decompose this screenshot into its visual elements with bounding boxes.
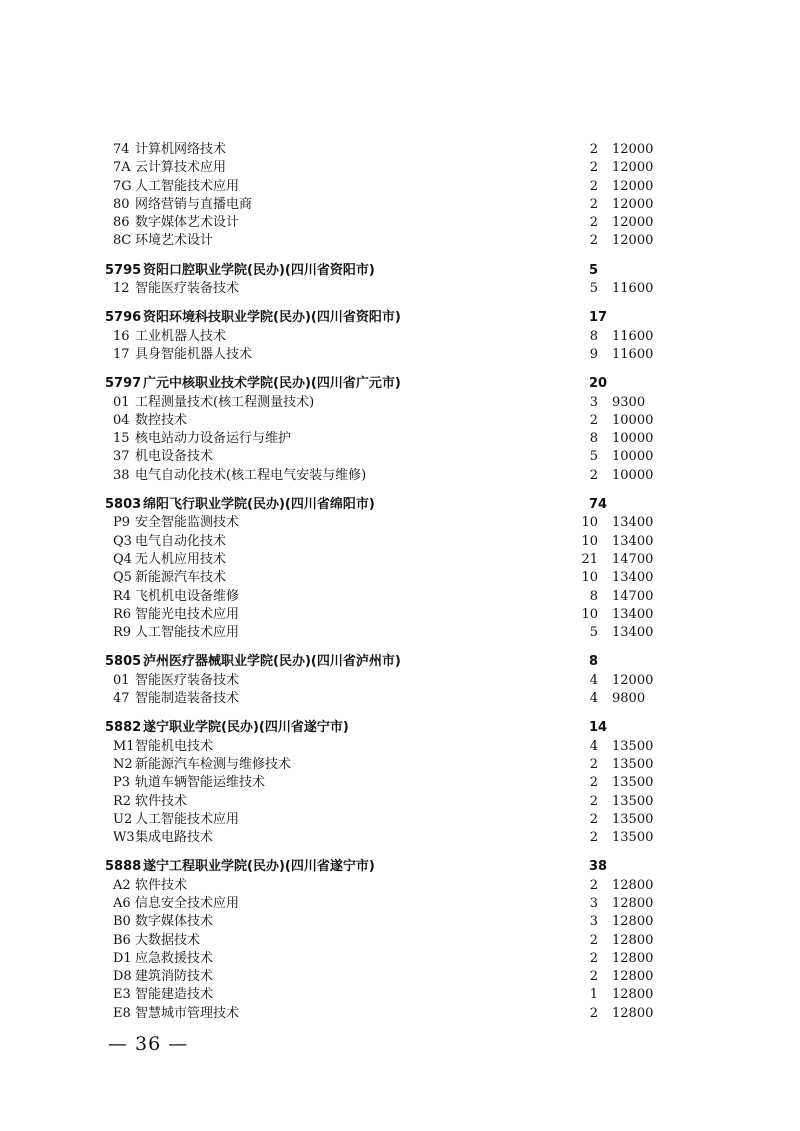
school-plan-count: 20	[589, 376, 608, 392]
major-row	[0, 196, 800, 214]
major-row	[0, 877, 800, 895]
major-row	[0, 756, 800, 774]
major-code: 15	[113, 431, 130, 447]
school-name: 资阳环境科技职业学院(民办)(四川省资阳市)	[143, 310, 401, 326]
school-header-row	[0, 260, 800, 280]
major-plan-count: 5	[589, 281, 598, 297]
tuition-fee: 13500	[612, 811, 654, 827]
major-name: 人工智能技术应用	[135, 625, 240, 641]
section-spacer	[0, 847, 800, 852]
major-plan-count: 2	[589, 233, 598, 249]
school-header-row	[0, 373, 800, 393]
major-code: 37	[113, 449, 130, 465]
major-name: 新能源汽车检测与维修技术	[135, 756, 292, 772]
major-row	[0, 986, 800, 1004]
school-plan-count: 5	[589, 262, 599, 278]
major-row	[0, 588, 800, 606]
major-row	[0, 141, 800, 159]
major-row	[0, 232, 800, 250]
major-name: 软件技术	[135, 877, 188, 893]
major-plan-count: 2	[589, 467, 598, 483]
major-row	[0, 811, 800, 829]
major-plan-count: 2	[589, 950, 598, 966]
tuition-fee: 13500	[612, 830, 654, 846]
school-code: 5805	[105, 654, 142, 670]
major-plan-count: 8	[589, 431, 598, 447]
major-plan-count: 2	[589, 1005, 598, 1021]
tuition-fee: 13500	[612, 775, 654, 791]
major-row	[0, 913, 800, 931]
tuition-fee: 10000	[612, 449, 654, 465]
major-code: 7A	[113, 160, 131, 176]
major-name: 信息安全技术应用	[135, 895, 240, 911]
major-plan-count: 2	[589, 775, 598, 791]
major-code: 47	[113, 691, 130, 707]
school-plan-count: 38	[589, 859, 608, 875]
major-row	[0, 690, 800, 708]
tuition-fee: 13500	[612, 756, 654, 772]
major-code: 7G	[113, 178, 132, 194]
tuition-fee: 12000	[612, 233, 654, 249]
major-plan-count: 4	[589, 672, 598, 688]
major-row	[0, 328, 800, 346]
major-code: 01	[113, 672, 130, 688]
school-header-row	[0, 717, 800, 737]
major-row	[0, 829, 800, 847]
major-plan-count: 2	[589, 969, 598, 985]
school-name: 泸州医疗器械职业学院(民办)(四川省泸州市)	[143, 654, 401, 670]
major-row	[0, 214, 800, 232]
major-code: 12	[113, 281, 130, 297]
major-name: 无人机应用技术	[135, 551, 227, 567]
major-plan-count: 3	[589, 895, 598, 911]
major-plan-count: 2	[589, 877, 598, 893]
major-name: 工业机器人技术	[135, 328, 227, 344]
major-code: P9	[113, 515, 131, 531]
tuition-fee: 13400	[612, 625, 654, 641]
major-code: 38	[113, 467, 130, 483]
major-name: 智能建造技术	[135, 987, 214, 1003]
school-header-row	[0, 651, 800, 671]
major-plan-count: 2	[589, 830, 598, 846]
major-plan-count: 2	[589, 196, 598, 212]
major-row	[0, 738, 800, 756]
major-name: 大数据技术	[135, 932, 201, 948]
major-row	[0, 624, 800, 642]
tuition-fee: 14700	[612, 588, 654, 604]
school-section	[0, 364, 800, 485]
major-name: 飞机机电设备维修	[135, 588, 240, 604]
section-spacer	[0, 251, 800, 256]
major-name: 应急救援技术	[135, 950, 214, 966]
major-code: M1	[113, 738, 135, 754]
tuition-fee: 12800	[612, 877, 654, 893]
major-plan-count: 9	[589, 346, 598, 362]
tuition-fee: 11600	[612, 346, 654, 362]
major-plan-count: 4	[589, 691, 598, 707]
major-row	[0, 178, 800, 196]
major-name: 新能源汽车技术	[135, 570, 227, 586]
school-code: 5796	[105, 310, 142, 326]
major-name: 网络营销与直播电商	[135, 196, 253, 212]
major-row	[0, 551, 800, 569]
tuition-fee: 12800	[612, 895, 654, 911]
major-name: 云计算技术应用	[135, 160, 227, 176]
major-code: B6	[113, 932, 131, 948]
school-header-row	[0, 307, 800, 327]
major-code: 17	[113, 346, 130, 362]
major-plan-count: 2	[589, 811, 598, 827]
school-plan-count: 17	[589, 310, 608, 326]
major-row	[0, 569, 800, 587]
major-name: 智能医疗装备技术	[135, 281, 240, 297]
major-code: 8C	[113, 233, 132, 249]
major-plan-count: 10	[581, 606, 598, 622]
tuition-fee: 10000	[612, 431, 654, 447]
page-number: — 36 —	[108, 1033, 189, 1055]
school-name: 遂宁职业学院(民办)(四川省遂宁市)	[143, 720, 349, 736]
school-code: 5797	[105, 376, 142, 392]
major-code: W3	[113, 830, 135, 846]
major-plan-count: 1	[589, 987, 598, 1003]
tuition-fee: 12800	[612, 950, 654, 966]
major-name: 软件技术	[135, 793, 188, 809]
major-row	[0, 394, 800, 412]
major-code: R6	[113, 606, 132, 622]
major-plan-count: 5	[589, 625, 598, 641]
major-name: 具身智能机器人技术	[135, 346, 253, 362]
section-spacer	[0, 708, 800, 713]
tuition-fee: 13500	[612, 738, 654, 754]
tuition-fee: 12000	[612, 178, 654, 194]
major-row	[0, 968, 800, 986]
school-section	[0, 708, 800, 847]
school-name: 资阳口腔职业学院(民办)(四川省资阳市)	[143, 262, 375, 278]
major-name: 核电站动力设备运行与维护	[135, 431, 292, 447]
tuition-fee: 12000	[612, 672, 654, 688]
major-row	[0, 793, 800, 811]
major-code: D8	[113, 969, 132, 985]
major-row	[0, 672, 800, 690]
tuition-fee: 13400	[612, 570, 654, 586]
tuition-fee: 12800	[612, 914, 654, 930]
tuition-fee: 11600	[612, 281, 654, 297]
major-code: B0	[113, 914, 131, 930]
major-row	[0, 159, 800, 177]
major-code: E8	[113, 1005, 131, 1021]
tuition-fee: 12000	[612, 160, 654, 176]
major-name: 电气自动化技术	[135, 533, 227, 549]
major-plan-count: 2	[589, 756, 598, 772]
major-row	[0, 467, 800, 485]
tuition-fee: 9800	[612, 691, 646, 707]
major-row	[0, 514, 800, 532]
tuition-fee: 12000	[612, 215, 654, 231]
major-name: 建筑消防技术	[135, 969, 214, 985]
major-code: N2	[113, 756, 133, 772]
school-code: 5795	[105, 262, 142, 278]
major-code: P3	[113, 775, 131, 791]
major-code: 86	[113, 215, 130, 231]
school-section	[0, 642, 800, 708]
school-plan-count: 8	[589, 654, 599, 670]
tuition-fee: 10000	[612, 412, 654, 428]
section-spacer	[0, 364, 800, 369]
major-plan-count: 2	[589, 412, 598, 428]
section-spacer	[0, 485, 800, 490]
school-section	[0, 485, 800, 642]
major-name: 智能光电技术应用	[135, 606, 240, 622]
major-code: Q4	[113, 551, 132, 567]
major-code: 80	[113, 196, 130, 212]
major-name: 数字媒体技术	[135, 914, 214, 930]
major-row	[0, 280, 800, 298]
tuition-fee: 13500	[612, 793, 654, 809]
major-name: 智能机电技术	[135, 738, 214, 754]
major-plan-count: 5	[589, 449, 598, 465]
tuition-fee: 12800	[612, 969, 654, 985]
major-plan-count: 2	[589, 142, 598, 157]
major-code: A6	[113, 895, 131, 911]
major-name: 数字媒体艺术设计	[135, 215, 240, 231]
tuition-fee: 12000	[612, 196, 654, 212]
major-plan-count: 10	[581, 533, 598, 549]
major-plan-count: 8	[589, 588, 598, 604]
school-name: 绵阳飞行职业学院(民办)(四川省绵阳市)	[143, 497, 375, 513]
tuition-fee: 12800	[612, 932, 654, 948]
major-row	[0, 606, 800, 624]
tuition-fee: 11600	[612, 328, 654, 344]
enrollment-table	[0, 141, 800, 1023]
tuition-fee: 13400	[612, 533, 654, 549]
major-code: 01	[113, 394, 130, 410]
major-row	[0, 346, 800, 364]
major-name: 计算机网络技术	[135, 142, 227, 157]
tuition-fee: 14700	[612, 551, 654, 567]
tuition-fee: 9300	[612, 394, 646, 410]
major-code: 04	[113, 412, 130, 428]
major-plan-count: 3	[589, 914, 598, 930]
major-plan-count: 2	[589, 932, 598, 948]
major-code: 74	[113, 142, 130, 157]
major-code: U2	[113, 811, 133, 827]
major-row	[0, 533, 800, 551]
major-code: 16	[113, 328, 130, 344]
school-name: 广元中核职业技术学院(民办)(四川省广元市)	[143, 376, 401, 392]
major-name: 环境艺术设计	[135, 233, 214, 249]
major-plan-count: 10	[581, 570, 598, 586]
section-spacer	[0, 298, 800, 303]
major-name: 智能制造装备技术	[135, 691, 240, 707]
major-code: Q5	[113, 570, 132, 586]
major-code: R2	[113, 793, 132, 809]
school-section	[0, 847, 800, 1023]
major-plan-count: 10	[581, 515, 598, 531]
major-code: E3	[113, 987, 131, 1003]
major-name: 智能医疗装备技术	[135, 672, 240, 688]
major-row	[0, 430, 800, 448]
major-code: A2	[113, 877, 131, 893]
major-name: 工程测量技术(核工程测量技术)	[135, 394, 315, 410]
tuition-fee: 13400	[612, 515, 654, 531]
major-plan-count: 4	[589, 738, 598, 754]
major-name: 集成电路技术	[135, 830, 214, 846]
major-row	[0, 932, 800, 950]
major-name: 数控技术	[135, 412, 188, 428]
major-plan-count: 3	[589, 394, 598, 410]
major-row	[0, 895, 800, 913]
school-code: 5888	[105, 859, 142, 875]
major-row	[0, 774, 800, 792]
major-code: R9	[113, 625, 132, 641]
school-code: 5882	[105, 720, 142, 736]
school-section	[0, 251, 800, 299]
major-row	[0, 950, 800, 968]
major-code: Q3	[113, 533, 132, 549]
major-row	[0, 1005, 800, 1023]
major-plan-count: 2	[589, 215, 598, 231]
major-plan-count: 2	[589, 793, 598, 809]
major-name: 轨道车辆智能运维技术	[135, 775, 266, 791]
major-name: 人工智能技术应用	[135, 178, 240, 194]
school-header-row	[0, 856, 800, 876]
major-code: D1	[113, 950, 132, 966]
major-name: 智慧城市管理技术	[135, 1005, 240, 1021]
major-plan-count: 2	[589, 160, 598, 176]
section-spacer	[0, 642, 800, 647]
school-plan-count: 74	[589, 497, 608, 513]
tuition-fee: 10000	[612, 467, 654, 483]
tuition-fee: 12000	[612, 142, 654, 157]
school-code: 5803	[105, 497, 142, 513]
tuition-fee: 13400	[612, 606, 654, 622]
major-row	[0, 448, 800, 466]
major-code: R4	[113, 588, 132, 604]
tuition-fee: 12800	[612, 987, 654, 1003]
school-name: 遂宁工程职业学院(民办)(四川省遂宁市)	[143, 859, 375, 875]
school-section	[0, 298, 800, 364]
school-plan-count: 14	[589, 720, 608, 736]
major-row	[0, 412, 800, 430]
major-name: 电气自动化技术(核工程电气安装与维修)	[135, 467, 367, 483]
school-header-row	[0, 494, 800, 514]
major-name: 人工智能技术应用	[135, 811, 240, 827]
tuition-fee: 12800	[612, 1005, 654, 1021]
major-plan-count: 21	[581, 551, 598, 567]
school-section	[0, 141, 800, 251]
major-name: 机电设备技术	[135, 449, 214, 465]
major-plan-count: 8	[589, 328, 598, 344]
major-plan-count: 2	[589, 178, 598, 194]
major-name: 安全智能监测技术	[135, 515, 240, 531]
